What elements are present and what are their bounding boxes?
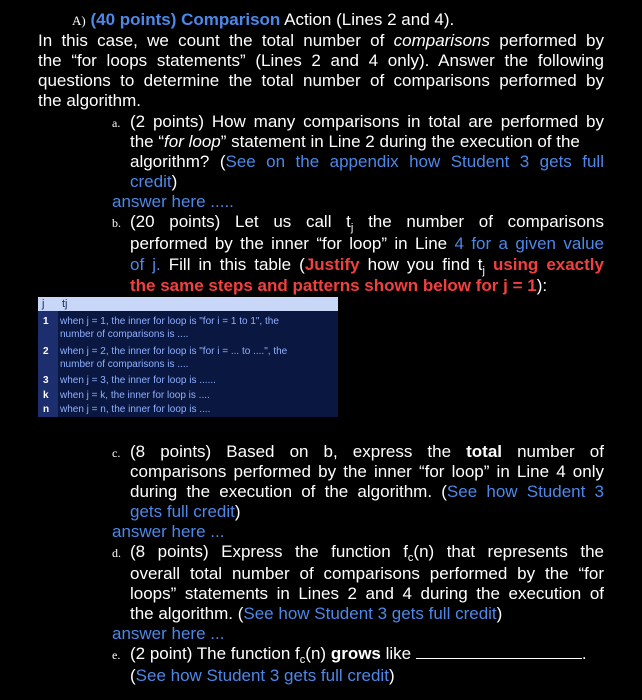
question-d-marker: d. bbox=[112, 546, 121, 560]
intro-line-1: In this case, we count the total number of comparisons performed by bbox=[38, 31, 604, 50]
question-b-line-2: performed by the inner “for loop” in Line 4 for a given value bbox=[130, 234, 604, 253]
tj-table bbox=[38, 297, 338, 417]
table-row-j: 2 bbox=[43, 346, 49, 357]
question-d-answer: answer here ... bbox=[112, 624, 225, 643]
table-header-j: j bbox=[42, 298, 45, 310]
question-d-line-1: (8 points) Express the function $f_c(n)$ that represents the bbox=[130, 542, 604, 564]
intro-line-2: the “for loops statements” (Lines 2 and 4 only). Answer the following bbox=[38, 51, 604, 70]
table-row-text: number of comparisons is .... bbox=[60, 359, 189, 370]
question-c-answer: answer here ... bbox=[112, 522, 225, 541]
section-header bbox=[72, 10, 454, 31]
table-row-j: n bbox=[43, 404, 50, 415]
question-e-line-1: (2 point) The function $f_c(n)$ grows like . bbox=[130, 644, 587, 666]
intro-line-4: the algorithm. bbox=[38, 91, 141, 110]
question-b-line-1: (20 points) Let us call $t_j$ the number of comparisons bbox=[130, 212, 604, 234]
question-a-line-2: the “for loop” statement in Line 2 during the execution of the bbox=[130, 132, 580, 151]
question-b-line-4: the same steps and patterns shown below for j = 1): bbox=[130, 276, 548, 295]
question-b-line-3: of j. Fill in this table (Justify how you find $t_j$ using exactly bbox=[130, 255, 604, 277]
table-row-j: k bbox=[43, 390, 49, 401]
question-c-line-4: gets full credit) bbox=[130, 502, 241, 521]
question-a-link: See on the appendix how Student 3 gets full bbox=[225, 152, 604, 171]
table-row-text: when j = 1, the inner for loop is "for i = 1 to 1", the bbox=[60, 316, 279, 327]
question-a-line-1: (2 points) How many comparisons in total are performed by bbox=[130, 112, 604, 131]
intro-line-3: questions to determine the total number of comparisons performed by bbox=[38, 71, 604, 90]
section-title-rest: Action (Lines 2 and 4). bbox=[284, 10, 455, 29]
table-row-j: 3 bbox=[43, 375, 49, 386]
table-row-j: 1 bbox=[43, 316, 49, 327]
question-c-line-1: (8 points) Based on b, express the total number of bbox=[130, 442, 604, 461]
question-b-marker: b. bbox=[112, 216, 121, 230]
question-c-line-3: during the execution of the algorithm. (See how Student 3 bbox=[130, 482, 604, 501]
question-a-marker: a. bbox=[112, 116, 121, 130]
table-row-text: when j = k, the inner for loop is .... bbox=[60, 390, 210, 401]
question-e-marker: e. bbox=[112, 648, 121, 662]
table-row-text: when j = n, the inner for loop is .... bbox=[60, 404, 211, 415]
question-e-line-2: (See how Student 3 gets full credit) bbox=[130, 666, 395, 685]
question-c-line-2: comparisons performed by the inner “for loop” in Line 4 only bbox=[130, 462, 604, 481]
section-points: (40 points) bbox=[90, 10, 177, 29]
table-row-text: number of comparisons is .... bbox=[60, 329, 189, 340]
table-row-text: when j = 2, the inner for loop is "for i = ... to ....", the bbox=[60, 346, 288, 357]
table-header-row bbox=[38, 297, 338, 311]
question-d-line-2: overall total number of comparisons performed by the “for bbox=[130, 564, 604, 583]
question-a-line-4: credit) bbox=[130, 172, 178, 191]
question-a-answer: answer here ..... bbox=[112, 192, 234, 211]
question-d-line-3: loops” statements in Lines 2 and 4 during the execution of bbox=[130, 584, 604, 603]
table-header-tj: tj bbox=[62, 298, 68, 310]
section-marker: A) bbox=[72, 13, 86, 28]
section-title: Comparison bbox=[181, 10, 281, 29]
answer-blank[interactable] bbox=[416, 644, 582, 659]
question-c-marker: c. bbox=[112, 446, 121, 460]
question-d-line-4: the algorithm. (See how Student 3 gets full credit) bbox=[130, 604, 503, 623]
table-row-text: when j = 3, the inner for loop is ...... bbox=[60, 375, 216, 386]
question-a-line-3: algorithm? (See on the appendix how Student 3 gets full bbox=[130, 152, 604, 171]
